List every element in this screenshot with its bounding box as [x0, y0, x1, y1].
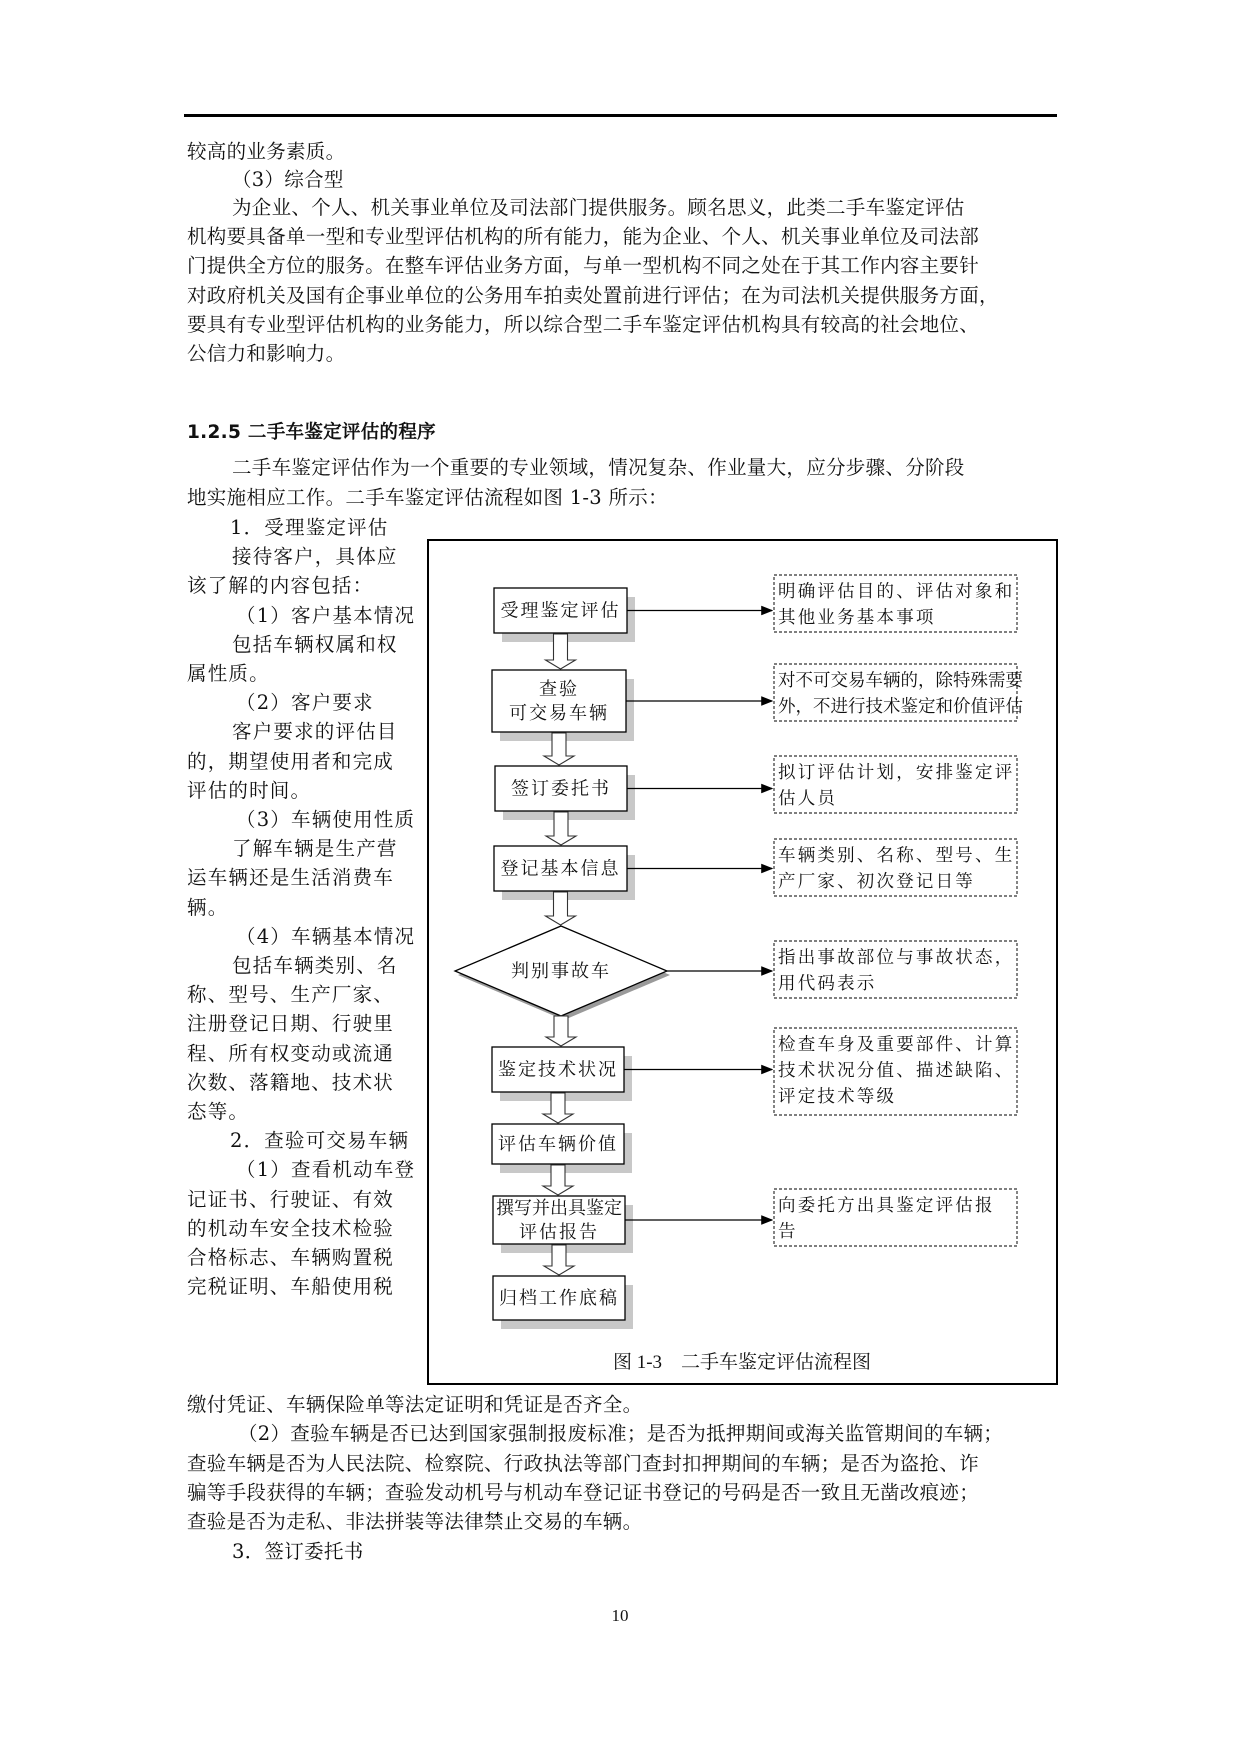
- paragraph-line: 公信力和影响力。: [187, 342, 346, 365]
- note-text: 用代码表示: [778, 974, 877, 994]
- flow-step: [492, 1028, 1017, 1115]
- figure-caption: 图 1-3 二手车鉴定评估流程图: [612, 1352, 872, 1373]
- note-text: 拟订评估计划，安排鉴定评: [778, 763, 1015, 783]
- step-label: 评估车辆价值: [498, 1134, 618, 1155]
- step-label: 查验: [539, 679, 579, 700]
- paragraph-line: 骗等手段获得的车辆；查验发动机号与机动车登记证书登记的号码是否一致且无凿改痕迹；: [187, 1481, 980, 1504]
- left-column-line: 属性质。: [187, 662, 270, 685]
- step-label: 归档工作底稿: [499, 1288, 619, 1309]
- left-column-line: 包括车辆类别、名: [232, 954, 398, 977]
- note-text: 评定技术等级: [778, 1087, 897, 1107]
- paragraph-line: 对政府机关及国有企事业单位的公务用车拍卖处置前进行评估；在为司法机关提供服务方面，: [187, 284, 999, 307]
- left-column-line: 客户要求的评估目: [232, 720, 398, 744]
- left-column-line: 合格标志、车辆购置税: [187, 1246, 395, 1269]
- left-column-line: （4）车辆基本情况: [236, 924, 416, 948]
- flow-step: [493, 1189, 1017, 1253]
- paragraph-line: 机构要具备单一型和专业型评估机构的所有能力，能为企业、个人、机关事业单位及司法部: [187, 225, 980, 248]
- step-label: 判别事故车: [511, 961, 611, 982]
- note-text: 产厂家、初次登记日等: [778, 872, 975, 892]
- paragraph-line: 门提供全方位的服务。在整车评估业务方面，与单一型机构不同之处在于其工作内容主要针: [187, 254, 980, 277]
- flow-step: [495, 756, 1017, 820]
- note-text: 估人员: [778, 789, 838, 809]
- paragraph-line: 要具有专业型评估机构的业务能力，所以综合型二手车鉴定评估机构具有较高的社会地位、: [187, 313, 980, 336]
- subheading-sign-contract: 3．签订委托书: [232, 1540, 364, 1563]
- left-column-line: 记证书、行驶证、有效: [187, 1187, 395, 1211]
- note-text: 其他业务基本事项: [778, 608, 936, 628]
- left-column-line: 该了解的内容包括：: [187, 574, 374, 598]
- flow-step: [494, 839, 1017, 900]
- step-label: 登记基本信息: [500, 858, 621, 880]
- note-text: 告: [778, 1222, 798, 1242]
- note-text: 外，不进行技术鉴定和价值评估: [778, 697, 1023, 717]
- left-column-line: 的机动车安全技术检验: [187, 1216, 395, 1240]
- left-column-line: 次数、落籍地、技术状: [187, 1070, 395, 1094]
- flow-step: [493, 1276, 633, 1329]
- section-heading: 1.2.5 二手车鉴定评估的程序: [187, 422, 436, 443]
- note-text: 技术状况分值、描述缺陷、: [778, 1061, 1015, 1081]
- left-column-line: 称、型号、生产厂家、: [187, 983, 395, 1007]
- left-column-line: 运车辆还是生活消费车: [187, 866, 395, 890]
- left-column-line: 的，期望使用者和完成: [187, 749, 395, 773]
- left-column-line: （1）客户基本情况: [236, 603, 416, 627]
- flow-step: [492, 664, 1023, 741]
- left-column-line: 2．查验可交易车辆: [230, 1129, 410, 1153]
- step-label: 受理鉴定评估: [500, 600, 621, 622]
- step-label: 鉴定技术状况: [498, 1059, 618, 1081]
- paragraph-line: 查验是否为走私、非法拼装等法律禁止交易的车辆。: [187, 1510, 643, 1533]
- step-label: 撰写并出具鉴定: [496, 1198, 622, 1219]
- paragraph-line: 较高的业务素质。: [187, 140, 346, 163]
- left-column-line: 辆。: [187, 895, 229, 919]
- note-text: 车辆类别、名称、型号、生: [778, 846, 1015, 866]
- paragraph-line: 缴付凭证、车辆保险单等法定证明和凭证是否齐全。: [187, 1393, 643, 1416]
- left-column-line: 注册登记日期、行驶里: [187, 1012, 395, 1036]
- left-column-line: （3）车辆使用性质: [236, 808, 416, 831]
- note-text: 明确评估目的、评估对象和: [778, 582, 1015, 602]
- note-text: 向委托方出具鉴定评估报: [778, 1196, 995, 1216]
- paragraph-line: （2）查验车辆是否已达到国家强制报废标准；是否为抵押期间或海关监管期间的车辆；: [238, 1422, 1004, 1445]
- left-column-line: 包括车辆权属和权: [232, 632, 398, 656]
- left-column-line: （1）查看机动车登: [236, 1158, 416, 1182]
- left-column-line: 态等。: [187, 1100, 250, 1123]
- paragraph-line: 二手车鉴定评估作为一个重要的专业领域，情况复杂、作业量大，应分步骤、分阶段: [232, 456, 965, 479]
- left-column-line: 完税证明、车船使用税: [187, 1275, 395, 1299]
- step-label: 签订委托书: [511, 778, 611, 800]
- left-column-line: 程、所有权变动或流通: [187, 1041, 395, 1065]
- step-label: 可交易车辆: [509, 703, 609, 724]
- page-number: 10: [611, 1606, 629, 1625]
- flow-step: [494, 575, 1017, 642]
- flow-step: [455, 926, 1017, 1020]
- note-text: 指出事故部位与事故状态，: [778, 948, 1015, 968]
- left-column-line: （2）客户要求: [236, 691, 374, 715]
- left-column-line: 评估的时间。: [187, 778, 312, 802]
- subheading-comprehensive: （3）综合型: [232, 168, 344, 191]
- paragraph-line: 为企业、个人、机关事业单位及司法部门提供服务。顾名思义，此类二手车鉴定评估: [232, 196, 965, 219]
- paragraph-line: 地实施相应工作。二手车鉴定评估流程如图 1-3 所示：: [187, 486, 668, 509]
- step-label: 评估报告: [519, 1222, 599, 1243]
- left-column-line: 1．受理鉴定评估: [230, 516, 389, 539]
- paragraph-line: 查验车辆是否为人民法院、检察院、行政执法等部门查封扣押期间的车辆；是否为盗抢、诈: [187, 1452, 980, 1475]
- left-column-line: 了解车辆是生产营: [232, 837, 398, 861]
- note-text: 对不可交易车辆的，除特殊需要: [778, 671, 1023, 691]
- flow-down-arrow: [546, 1016, 576, 1046]
- note-text: 检查车身及重要部件、计算: [778, 1035, 1015, 1055]
- left-column-line: 接待客户，具体应: [232, 545, 398, 569]
